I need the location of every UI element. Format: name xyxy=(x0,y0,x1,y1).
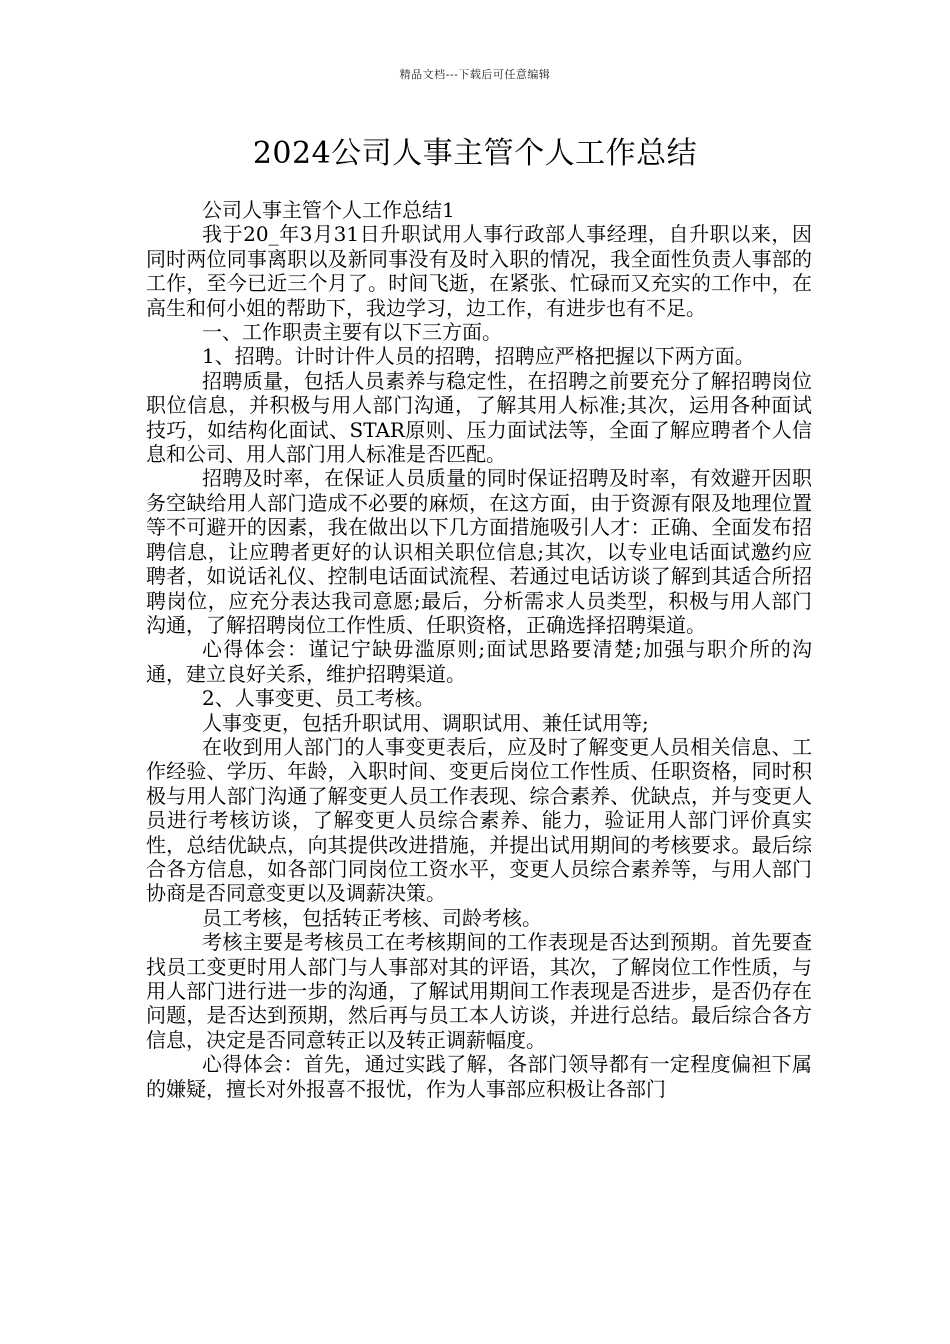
document-body xyxy=(146,198,812,1101)
paragraph: 心得体会：首先，通过实践了解，各部门领导都有一定程度偏袒下属的嫌疑，擅长对外报喜不报忧，作为人事部应积极让各部门 xyxy=(146,1052,812,1101)
header-note: 精品文档---下载后可任意编辑 xyxy=(399,68,551,81)
paragraph: 一、工作职责主要有以下三方面。 xyxy=(202,320,502,345)
section-heading: 公司人事主管个人工作总结1 xyxy=(202,198,455,222)
paragraph: 心得体会：谨记宁缺毋滥原则;面试思路要清楚;加强与职介所的沟通，建立良好关系，维护招聘渠道。 xyxy=(146,637,812,686)
paragraph: 考核主要是考核员工在考核期间的工作表现是否达到预期。首先要查找员工变更时用人部门与人事部对其的评语，其次，了解岗位工作性质，与用人部门进行进一步的沟通，了解试用期间工作表现是否进步，是否仍存在问题，是否达到预期，然后再与员工本人访谈，并进行总结。最后综合各方信息，决定是否同意转正以及转正调薪幅度。 xyxy=(146,930,812,1052)
paragraph: 员工考核，包括转正考核、司龄考核。 xyxy=(202,905,542,930)
paragraph: 1、招聘。计时计件人员的招聘，招聘应严格把握以下两方面。 xyxy=(202,344,755,369)
paragraph: 招聘质量，包括人员素养与稳定性，在招聘之前要充分了解招聘岗位职位信息，并积极与用人部门沟通，了解其用人标准;其次，运用各种面试技巧，如结构化面试、STAR原则、压力面试法等，全面了解应聘者个人信息和公司、用人部门用人标准是否匹配。 xyxy=(146,368,812,467)
paragraph: 招聘及时率，在保证人员质量的同时保证招聘及时率，有效避开因职务空缺给用人部门造成不必要的麻烦，在这方面，由于资源有限及地理位置等不可避开的因素，我在做出以下几方面措施吸引人才：正确、全面发布招聘信息，让应聘者更好的认识相关职位信息;其次，以专业电话面试邀约应聘者，如说话礼仪、控制电话面试流程、若通过电话访谈了解到其适合所招聘岗位，应充分表达我司意愿;最后，分析需求人员类型，积极与用人部门沟通，了解招聘岗位工作性质、任职资格，正确选择招聘渠道。 xyxy=(146,466,812,637)
paragraph: 人事变更，包括升职试用、调职试用、兼任试用等; xyxy=(202,710,649,735)
paragraph: 在收到用人部门的人事变更表后，应及时了解变更人员相关信息、工作经验、学历、年龄，入职时间、变更后岗位工作性质、任职资格，同时积极与用人部门沟通了解变更人员工作表现、综合素养、优缺点，并与变更人员进行考核访谈，了解变更人员综合素养、能力，验证用人部门评价真实性，总结优缺点，向其提供改进措施，并提出试用期间的考核要求。最后综合各方信息，如各部门同岗位工资水平，变更人员综合素养等，与用人部门协商是否同意变更以及调薪决策。 xyxy=(146,734,812,906)
paragraph: 2、人事变更、员工考核。 xyxy=(202,686,435,711)
document-title: 2024公司人事主管个人工作总结 xyxy=(252,136,698,171)
paragraph: 我于20_年3月31日升职试用人事行政部人事经理，自升职以来，因同时两位同事离职以及新同事没有及时入职的情况，我全面性负责人事部的工作，至今已近三个月了。时间飞逝，在紧张、忙碌而又充实的工作中，在高生和何小姐的帮助下，我边学习，边工作，有进步也有不足。 xyxy=(146,222,812,320)
